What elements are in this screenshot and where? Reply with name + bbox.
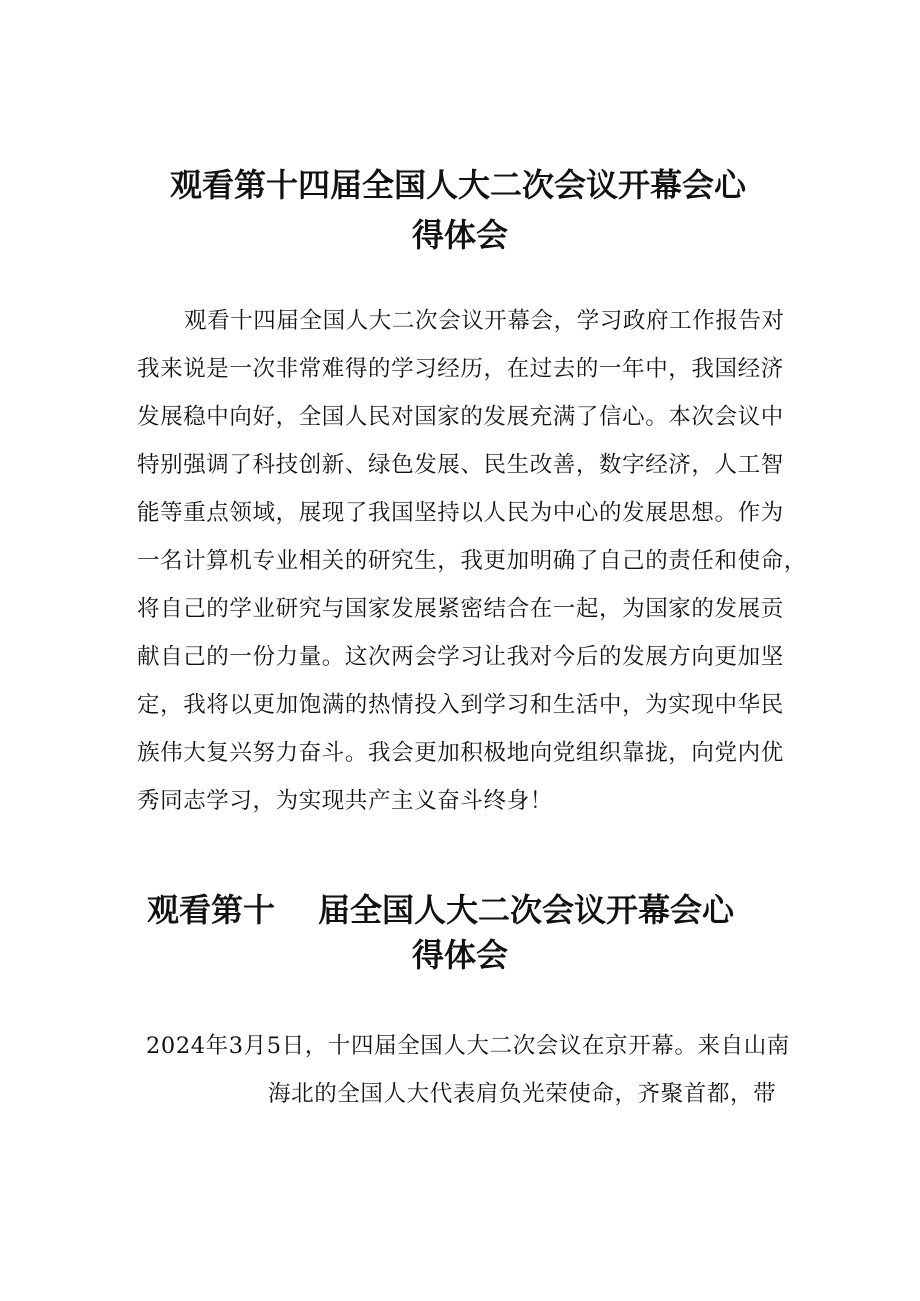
section2-title-line2: 得体会 bbox=[412, 936, 509, 974]
section1-line-4: 特别强调了科技创新、绿色发展、民生改善，数字经济，人工智 bbox=[137, 452, 784, 478]
section1-title-line1: 观看第十四届全国人大二次会议开幕会心 bbox=[170, 166, 747, 204]
section1-line-5: 能等重点领域，展现了我国坚持以人民为中心的发展思想。作为 bbox=[137, 500, 784, 526]
section1-line-2: 我来说是一次非常难得的学习经历，在过去的一年中，我国经济 bbox=[137, 356, 784, 382]
section1-line-8: 献自己的一份力量。这次两会学习让我对今后的发展方向更加坚 bbox=[137, 644, 784, 670]
section2-title-part1: 观看第十 bbox=[147, 891, 276, 929]
section2-title-part2: 届全国人大二次会议开幕会心 bbox=[318, 891, 735, 929]
section1-title-line2: 得体会 bbox=[412, 216, 509, 254]
section2-line-2: 海北的全国人大代表肩负光荣使命，齐聚首都，带 bbox=[268, 1081, 777, 1107]
section1-line-7: 将自己的学业研究与国家发展紧密结合在一起，为国家的发展贡 bbox=[137, 596, 784, 622]
section1-line-9: 定，我将以更加饱满的热情投入到学习和生活中，为实现中华民 bbox=[137, 692, 784, 718]
section1-line-6: 一名计算机专业相关的研究生，我更加明确了自己的责任和使命， bbox=[137, 548, 807, 574]
section1-line-1: 观看十四届全国人大二次会议开幕会，学习政府工作报告对 bbox=[184, 308, 785, 334]
section1-line-3: 发展稳中向好，全国人民对国家的发展充满了信心。本次会议中 bbox=[137, 404, 784, 430]
section1-line-10: 族伟大复兴努力奋斗。我会更加积极地向党组织靠拢，向党内优 bbox=[137, 740, 784, 766]
section2-line-1: 2024年3月5日，十四届全国人大二次会议在京开幕。来自山南 bbox=[146, 1033, 790, 1059]
section1-line-11: 秀同志学习，为实现共产主义奋斗终身！ bbox=[137, 788, 553, 814]
